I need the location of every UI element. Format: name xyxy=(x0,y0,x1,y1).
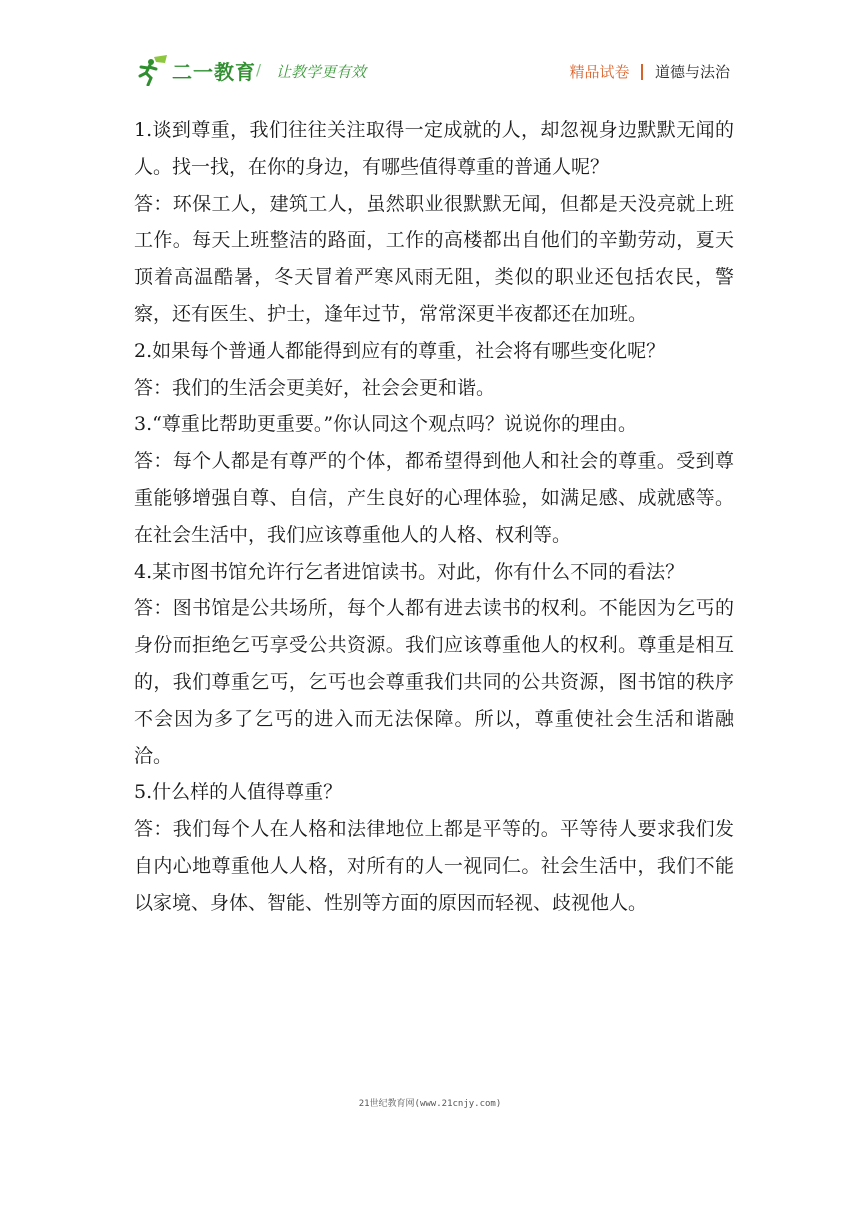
header-tags xyxy=(569,61,730,82)
question-1: 1.谈到尊重，我们往往关注取得一定成就的人，却忽视身边默默无闻的人。找一找，在你的身边，有哪些值得尊重的普通人呢？ xyxy=(134,119,734,178)
logo-text: 二一教育 xyxy=(172,59,256,84)
answer-4: 答：图书馆是公共场所，每个人都有进去读书的权利。不能因为乞丐的身份而拒绝乞丐享受公共资源。我们应该尊重他人的权利。尊重是相互的，我们尊重乞丐，乞丐也会尊重我们共同的公共资源，图书馆的秩序不会因为多了乞丐的进入而无法保障。所以，尊重使社会生活和谐融洽。 xyxy=(134,597,734,767)
document-body xyxy=(134,112,734,922)
answer-1: 答：环保工人，建筑工人，虽然职业很默默无闻，但都是天没亮就上班工作。每天上班整洁的路面，工作的高楼都出自他们的辛勤劳动，夏天顶着高温酷暑，冬天冒着严寒风雨无阻，类似的职业还包括农民，警察，还有医生、护士，逢年过节，常常深更半夜都还在加班。 xyxy=(134,192,734,325)
brand-logo xyxy=(134,52,256,88)
running-figure-icon xyxy=(134,54,170,86)
question-5: 5.什么样的人值得尊重？ xyxy=(134,781,343,804)
tag-divider xyxy=(641,64,643,80)
page-footer: 21世纪教育网(www.21cnjy.com) xyxy=(358,1099,502,1109)
answer-3: 答：每个人都是有尊严的个体，都希望得到他人和社会的尊重。受到尊重能够增强自尊、自信，产生良好的心理体验，如满足感、成就感等。在社会生活中，我们应该尊重他人的人格、权利等。 xyxy=(134,450,734,546)
question-2: 2.如果每个普通人都能得到应有的尊重，社会将有哪些变化呢？ xyxy=(134,339,666,362)
answer-2: 答：我们的生活会更美好，社会会更和谐。 xyxy=(134,376,496,399)
slogan-separator: / xyxy=(256,61,262,79)
slogan: 让教学更有效 xyxy=(276,63,367,81)
question-3: 3.“尊重比帮助更重要。”你认同这个观点吗？说说你的理由。 xyxy=(134,413,638,436)
question-4: 4.某市图书馆允许行乞者进馆读书。对此，你有什么不同的看法？ xyxy=(134,560,685,583)
page-header xyxy=(134,52,730,92)
answer-5: 答：我们每个人在人格和法律地位上都是平等的。平等待人要求我们发自内心地尊重他人人格，对所有的人一视同仁。社会生活中，我们不能以家境、身体、智能、性别等方面的原因而轻视、歧视他人。 xyxy=(134,818,734,914)
tag-subject: 道德与法治 xyxy=(654,63,730,81)
tag-premium: 精品试卷 xyxy=(569,63,630,81)
